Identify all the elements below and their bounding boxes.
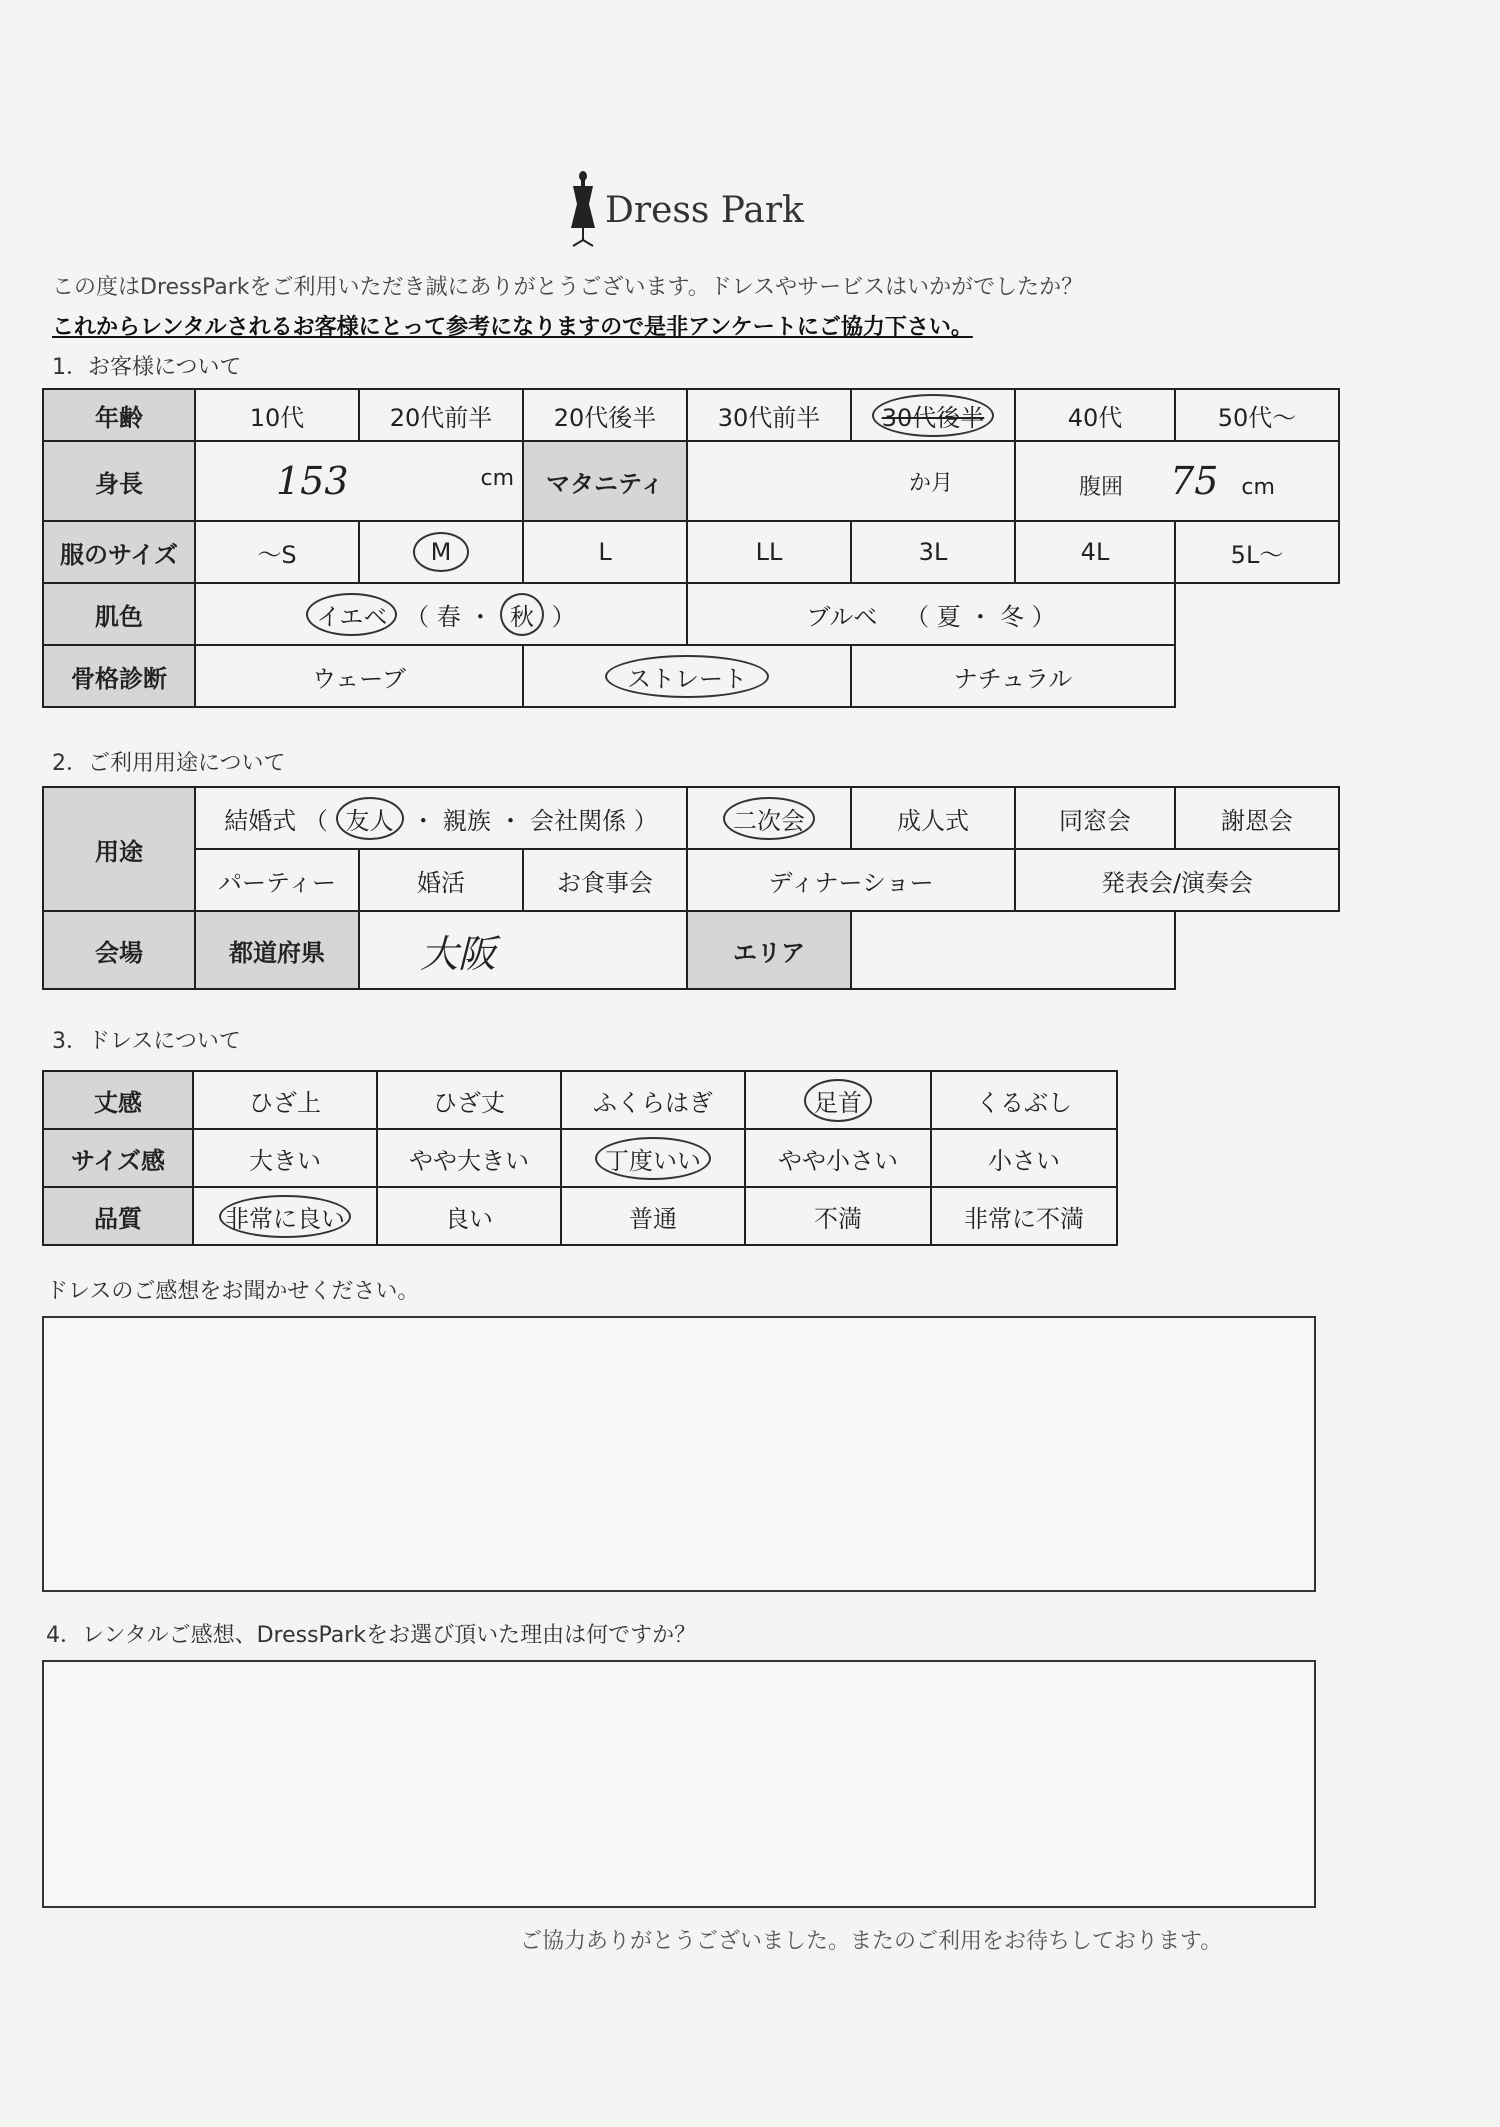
footer-thanks: ご協力ありがとうございました。またのご利用をお待ちしております。 (520, 1929, 1223, 1954)
reunion-option[interactable]: 同窓会 (1015, 787, 1175, 849)
length-label: 丈感 (43, 1071, 193, 1129)
paren-open: （ (405, 602, 430, 631)
body-row (43, 441, 1339, 521)
after-party-mark: 二次会 (723, 797, 815, 840)
paren-close: ） (551, 602, 576, 631)
length-option-selected[interactable] (745, 1071, 931, 1129)
coming-of-age-option[interactable]: 成人式 (851, 787, 1015, 849)
wedding-label: 結婚式 (224, 806, 297, 835)
separator-dot: ・ (468, 602, 493, 631)
quality-row (43, 1187, 1117, 1245)
reason-textarea[interactable] (42, 1660, 1316, 1908)
age-row (43, 389, 1339, 441)
brand-logo (565, 170, 805, 250)
quality-option-selected[interactable] (193, 1187, 377, 1245)
quality-option[interactable]: 非常に不満 (931, 1187, 1117, 1245)
area-field[interactable] (851, 911, 1175, 989)
usage-table (42, 786, 1340, 990)
age-option[interactable]: 10代 (195, 389, 359, 441)
length-row (43, 1071, 1117, 1129)
size-option[interactable]: 3L (851, 521, 1015, 583)
frame-row (43, 645, 1339, 707)
frame-selected-mark: ストレート (605, 655, 769, 698)
blue-base-option[interactable] (687, 583, 1175, 645)
separator-dot: ・ (411, 806, 436, 835)
dinner-meeting-option[interactable]: お食事会 (523, 849, 687, 911)
section2-title: 2．ご利用用途について (52, 751, 286, 776)
party-option[interactable]: パーティー (195, 849, 359, 911)
age-option-selected[interactable] (851, 389, 1015, 441)
wedding-option[interactable] (195, 787, 687, 849)
height-unit: cm (480, 466, 514, 491)
paren-open: （ (905, 602, 930, 631)
yellow-base-option[interactable] (195, 583, 687, 645)
dress-form-icon (565, 170, 601, 250)
height-value: 153 (276, 459, 349, 503)
frame-option-selected[interactable] (523, 645, 851, 707)
venue-label: 会場 (43, 911, 195, 989)
konkatsu-option[interactable]: 婚活 (359, 849, 523, 911)
length-selected-mark: 足首 (804, 1079, 872, 1122)
after-party-option[interactable] (687, 787, 851, 849)
dress-impression-label: ドレスのご感想をお聞かせください。 (46, 1279, 420, 1304)
age-label: 年齢 (43, 389, 195, 441)
size-option[interactable]: 5L～ (1175, 521, 1339, 583)
height-label: 身長 (43, 441, 195, 521)
size-selected-mark: M (413, 532, 470, 572)
autumn-mark[interactable]: 秋 (500, 593, 544, 636)
friend-mark[interactable]: 友人 (336, 797, 404, 840)
quality-selected-mark: 非常に良い (219, 1195, 351, 1238)
prefecture-label: 都道府県 (195, 911, 359, 989)
waist-field[interactable] (1015, 441, 1339, 521)
section4-title: 4．レンタルご感想、DressParkをお選び頂いた理由は何ですか？ (46, 1623, 697, 1648)
maternity-field[interactable] (687, 441, 1015, 521)
size-option[interactable]: 4L (1015, 521, 1175, 583)
size-row (43, 521, 1339, 583)
waist-label: 腹囲 (1079, 475, 1124, 500)
intro-text: この度はDressParkをご利用いただき誠にありがとうございます。ドレスやサービスはいかがでしたか？ (52, 275, 1084, 300)
age-option[interactable]: 30代前半 (687, 389, 851, 441)
quality-label: 品質 (43, 1187, 193, 1245)
fit-option[interactable]: やや小さい (745, 1129, 931, 1187)
fit-option[interactable]: やや大きい (377, 1129, 561, 1187)
summer-option[interactable]: 夏 (936, 602, 961, 631)
section1-title: 1．お客様について (52, 355, 242, 380)
section3-title: 3．ドレスについて (52, 1029, 241, 1054)
age-option[interactable]: 20代前半 (359, 389, 523, 441)
frame-option[interactable]: ナチュラル (851, 645, 1175, 707)
age-option[interactable]: 40代 (1015, 389, 1175, 441)
size-label: 服のサイズ (43, 521, 195, 583)
frame-label: 骨格診断 (43, 645, 195, 707)
length-option[interactable]: くるぶし (931, 1071, 1117, 1129)
prefecture-field[interactable] (359, 911, 687, 989)
size-option[interactable]: L (523, 521, 687, 583)
maternity-unit: か月 (908, 470, 953, 496)
waist-unit: cm (1241, 475, 1275, 500)
dress-impression-textarea[interactable] (42, 1316, 1316, 1592)
size-option[interactable]: ～S (195, 521, 359, 583)
fit-option[interactable]: 小さい (931, 1129, 1117, 1187)
separator-dot: ・ (498, 806, 523, 835)
fit-option-selected[interactable] (561, 1129, 745, 1187)
empty-cell (1175, 911, 1339, 989)
paren-close: ） (1031, 602, 1056, 631)
fit-option[interactable]: 大きい (193, 1129, 377, 1187)
area-label: エリア (687, 911, 851, 989)
size-option[interactable]: LL (687, 521, 851, 583)
skin-row (43, 583, 1339, 645)
yellow-base-mark: イエベ (306, 593, 397, 636)
separator-dot: ・ (968, 602, 993, 631)
paren-close: ） (633, 806, 658, 835)
intro-request: これからレンタルされるお客様にとって参考になりますので是非アンケートにご協力下さい。 (52, 315, 973, 340)
quality-option[interactable]: 普通 (561, 1187, 745, 1245)
quality-option[interactable]: 良い (377, 1187, 561, 1245)
thanks-party-option[interactable]: 謝恩会 (1175, 787, 1339, 849)
fit-label: サイズ感 (43, 1129, 193, 1187)
skin-label: 肌色 (43, 583, 195, 645)
size-option-selected[interactable] (359, 521, 523, 583)
empty-cell (1175, 583, 1339, 645)
paren-open: （ (303, 806, 328, 835)
family-option[interactable]: 親族 (442, 806, 491, 835)
spring-option[interactable]: 春 (436, 602, 461, 631)
winter-option[interactable]: 冬 (999, 602, 1024, 631)
empty-cell (1175, 645, 1339, 707)
length-option[interactable]: ひざ上 (193, 1071, 377, 1129)
customer-table (42, 388, 1340, 708)
fit-row (43, 1129, 1117, 1187)
company-option[interactable]: 会社関係 (530, 806, 627, 835)
recital-option[interactable]: 発表会/演奏会 (1015, 849, 1339, 911)
length-option[interactable]: ひざ丈 (377, 1071, 561, 1129)
quality-option[interactable]: 不満 (745, 1187, 931, 1245)
prefecture-value: 大阪 (420, 931, 497, 976)
dress-table (42, 1070, 1118, 1246)
age-selected-mark: 30代後半 (872, 394, 995, 437)
logo-text: Dress Park (605, 190, 804, 231)
purpose-label: 用途 (43, 787, 195, 911)
height-field[interactable] (195, 441, 523, 521)
age-option[interactable]: 20代後半 (523, 389, 687, 441)
blue-base-label: ブルベ (806, 602, 878, 631)
length-option[interactable]: ふくらはぎ (561, 1071, 745, 1129)
age-option[interactable]: 50代～ (1175, 389, 1339, 441)
maternity-label: マタニティ (523, 441, 687, 521)
waist-value: 75 (1170, 459, 1219, 503)
frame-option[interactable]: ウェーブ (195, 645, 523, 707)
dinner-show-option[interactable]: ディナーショー (687, 849, 1015, 911)
fit-selected-mark: 丁度いい (595, 1137, 711, 1180)
